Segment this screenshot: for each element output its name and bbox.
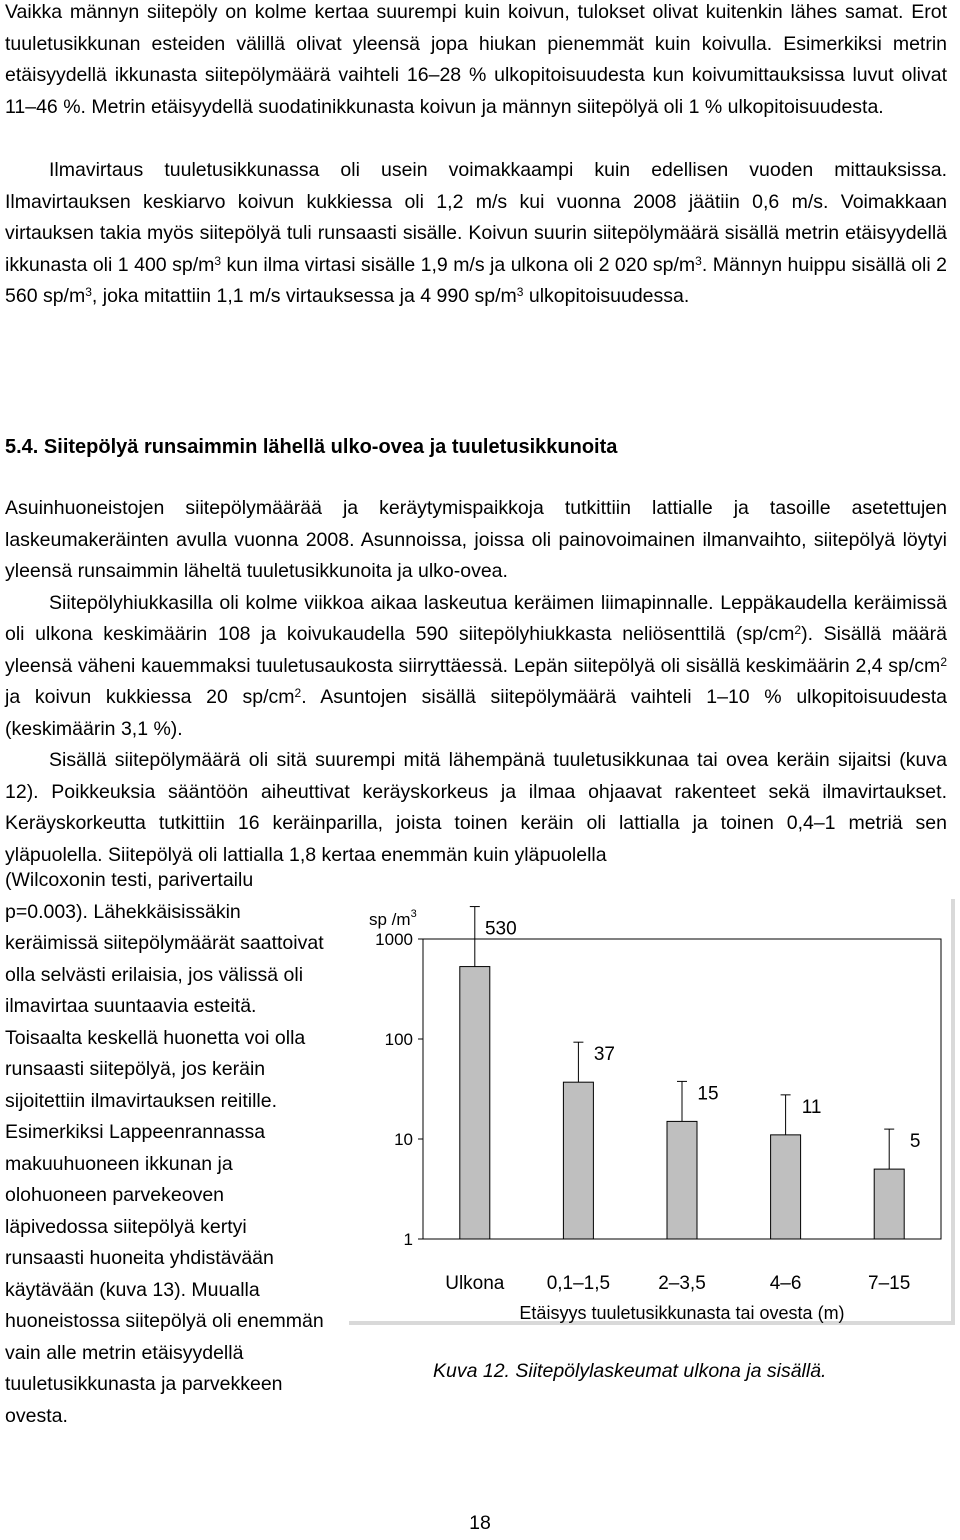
pollen-bar-chart <box>345 895 955 1325</box>
bar <box>667 1121 697 1239</box>
superscript: 2 <box>940 654 947 669</box>
y-tick-label: 100 <box>384 1030 413 1049</box>
x-tick-label: 4–6 <box>769 1273 802 1294</box>
text-span: ja koivun kukkiessa 20 sp/cm <box>5 686 295 708</box>
page-number: 18 <box>469 1512 491 1534</box>
section-body <box>5 493 947 871</box>
paragraph-wilcoxon: (Wilcoxonin testi, parivertailu p=0.003). Lähekkäisissäkin keräimissä siitepölymäärät saattoivat olla selvästi erilaisia, jos välissä oli ilmavirtaa suuntaavia esteitä. Toisaalta keskellä huonetta voi olla runsaasti siitepölyä, jos keräin sijoitettiin ilmavirtauksen reitille. Esimerkiksi Lappeenrannassa makuuhuoneen ikkunan ja olohuoneen parvekeoven läpivedossa siitepölyä kertyi runsaasti huoneita yhdistävään käytävään (kuva 13). Muualla huoneistossa siitepölyä oli enemmän vain alle metrin etäisyydellä tuuletusikkunasta ja parvekkeen ovesta. <box>5 869 324 1427</box>
bar-value-label: 11 <box>801 1096 822 1118</box>
superscript: 3 <box>85 285 92 299</box>
text-span: ulkopitoisuudessa. <box>523 285 690 307</box>
text-span: Sisällä siitepölymäärä oli sitä suurempi mitä lähempänä tuuletusikkunaa tai ovea keräin sijaitsi (kuva 12). Poikkeuksia sääntöön aiheuttivat keräyskorkeus ja ilmaa ohjaavat rakenteet sekä ilmavirtaukset. Keräyskorkeutta tutkittiin 16 keräinparilla, joista toinen keräin oli lattialla ja toinen 0,4–1 metriä sen yläpuolella. Siitepölyä oli lattialla 1,8 kertaa enemmän kuin yläpuolella <box>5 749 947 866</box>
bar-value-label: 37 <box>593 1044 615 1066</box>
x-tick-label: Ulkona <box>445 1273 505 1294</box>
chart-background <box>345 895 951 1321</box>
paragraph-distance <box>5 745 947 871</box>
x-tick-label: 7–15 <box>868 1273 911 1294</box>
figure-caption: Kuva 12. Siitepölylaskeumat ulkona ja sisällä. <box>433 1360 827 1382</box>
bar <box>460 967 490 1239</box>
section-heading: 5.4. Siitepölyä runsaimmin lähellä ulko-ovea ja tuuletusikkunoita <box>5 436 618 458</box>
text-span: kun ilma virtasi sisälle 1,9 m/s ja ulkona oli 2 020 sp/m <box>221 253 696 276</box>
x-tick-label: 2–3,5 <box>658 1273 706 1294</box>
x-axis-title: Etäisyys tuuletusikkunasta tai ovesta (m) <box>519 1303 845 1323</box>
y-axis-label: sp $/m^3$ <box>369 908 417 929</box>
text-span: ). Sisällä määrä yleensä väheni kauemmaksi tuuletusaukosta siirryttäessä. Lepän siitepölyä oli sisällä keskimäärin 2,4 sp/cm <box>5 623 947 677</box>
bar-value-label: 15 <box>697 1083 719 1105</box>
y-tick-label: 1 <box>403 1230 413 1249</box>
wrapped-text-column <box>5 865 325 1432</box>
bar <box>874 1169 904 1239</box>
text-span: Vaikka männyn siitepöly on kolme kertaa suurempi kuin koivun, tulokset olivat kuitenkin lähes samat. Erot tuuletusikkunan esteiden välillä olivat yleensä jopa hiukan pienemmät kuin koivulla. Esimerkiksi metrin etäisyydellä ikkunasta siitepölymäärä vaihteli 16–28 % ulkopitoisuudesta kun koivumittauksissa luvut olivat 11–46 %. Metrin etäisyydellä suodatinikkunasta koivun ja männyn siitepölyä oli 1 % ulkopitoisuudesta. <box>5 1 947 118</box>
text-span: , joka mitattiin 1,1 m/s virtauksessa ja 4 990 sp/m <box>91 285 517 307</box>
y-tick-label: 1000 <box>375 930 413 949</box>
paragraph-pine-results <box>5 0 947 123</box>
superscript: 2 <box>294 686 302 700</box>
bar <box>563 1082 593 1239</box>
text-span: . Asuntojen sisällä siitepölymäärä vaihteli 1–10 % ulkopitoisuudesta (keskimäärin 3,1 %). <box>5 686 948 740</box>
paragraph-intro <box>5 493 947 588</box>
superscript: 3 <box>695 253 702 268</box>
superscript: 3 <box>214 253 222 268</box>
paragraph-deposition <box>5 588 947 746</box>
bar <box>771 1135 801 1239</box>
text-span: Siitepölyhiukkasilla oli kolme viikkoa aikaa laskeutua keräimen liimapinnalle. Leppäkaudella keräimissä oli ulkona keskimäärin 108 ja koivukaudella 590 siitepölyhiukkasta neliösenttilä (sp/cm <box>5 591 947 645</box>
text-span: Asuinhuoneistojen siitepölymäärää ja keräytymispaikkoja tutkittiin lattialle ja tasoille asetettujen laskeumakeräinten avulla vuonna 2008. Asunnoissa, joissa oli painovoimainen ilmanvaihto, siitepölyä löytyi yleensä runsaimmin läheltä tuuletusikkunoita ja ulko-ovea. <box>5 497 947 582</box>
bar-value-label: 530 <box>484 918 517 940</box>
text-span: Ilmavirtaus tuuletusikkunassa oli usein voimakkaampi kuin edellisen vuoden mittauksissa. Ilmavirtauksen keskiarvo koivun kukkiessa oli 1,2 m/s kui vuonna 2008 jäätiin 0,6 m/s. Voimakkaan virtauksen takia myös siitepölyä tuli runsaasti sisälle. Koivun suurin siitepölymäärä sisällä metrin etäisyydellä ikkunasta oli 1 400 sp/m <box>5 159 947 276</box>
y-tick-label: 10 <box>394 1130 413 1149</box>
x-tick-label: 0,1–1,5 <box>546 1273 611 1294</box>
superscript: 2 <box>794 623 802 637</box>
superscript: 3 <box>516 285 524 299</box>
text-span: . Männyn huippu sisällä oli 2 560 sp/m <box>5 253 947 307</box>
bar-value-label: 5 <box>909 1131 921 1153</box>
paragraph-airflow <box>5 155 947 313</box>
